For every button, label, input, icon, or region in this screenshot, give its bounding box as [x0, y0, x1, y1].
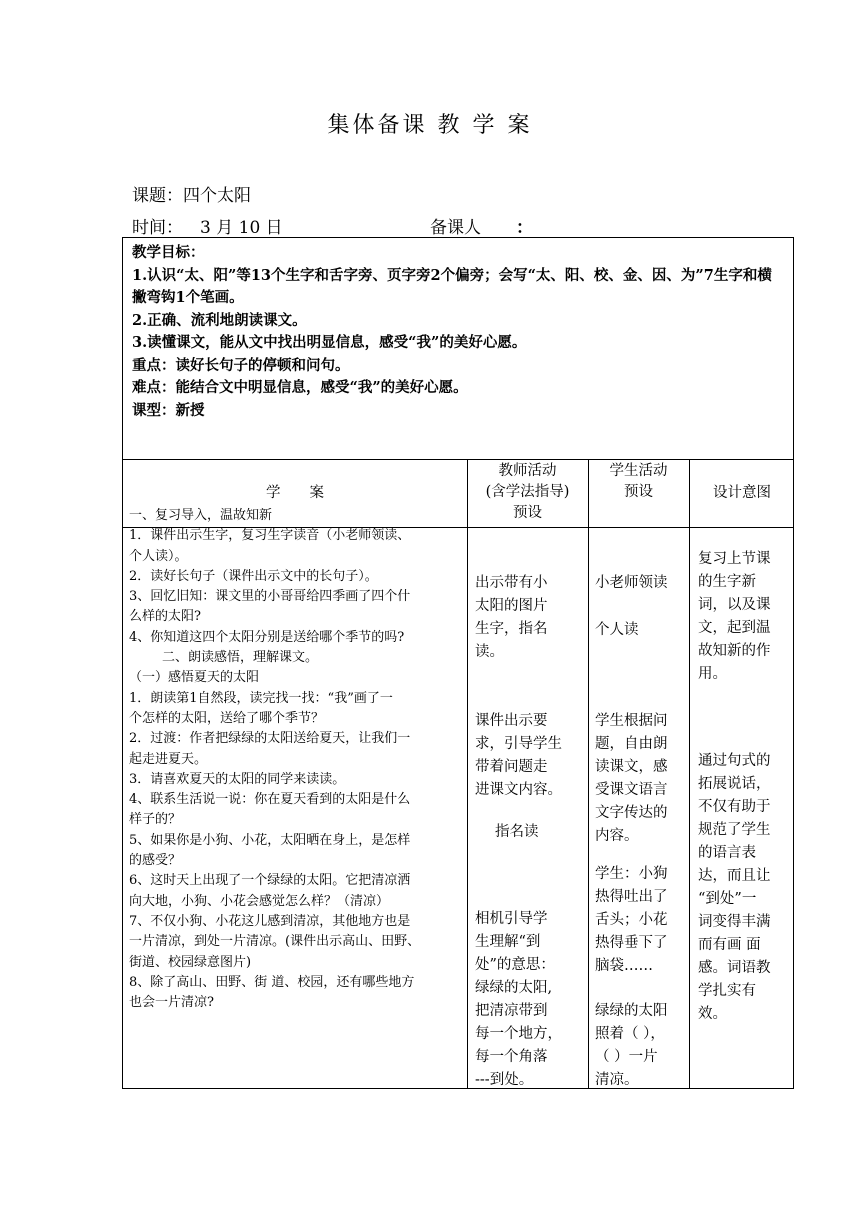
plan-line: 2．过渡：作者把绿绿的太阳送给夏天，让我们一: [129, 731, 411, 747]
plan-line: 样子的？: [129, 812, 182, 828]
objectives-block: [132, 242, 785, 422]
plan-line: 街道、校园绿意图片): [129, 954, 252, 970]
plan-line: 也会一片清凉?: [129, 995, 214, 1011]
plan-line: 3、回忆旧知：课文里的小哥哥给四季画了四个什: [129, 589, 411, 605]
plan-line: 么样的太阳?: [129, 609, 201, 625]
lesson-topic: 课题：四个太阳: [132, 186, 251, 206]
student-sentence-practice: 绿绿的太阳 照着（ ）， （ ）一片 清凉。: [595, 1003, 668, 1088]
plan-line: 1．课件出示生字，复习生字读音（小老师领读、: [129, 528, 411, 544]
difficulty-point: 难点：能结合文中明显信息，感受“我”的美好心愿。: [132, 379, 468, 396]
teacher-reading-activity: 课件出示要 求，引导学生 带着问题走 进课文内容。: [475, 713, 562, 798]
plan-line: 8、除了高山、田野、街 道、校园，还有哪些地方: [129, 974, 415, 990]
plan-column: [129, 506, 463, 1013]
header-student-activity: 学生活动 预设: [609, 463, 668, 500]
plan-line: 1．朗读第1自然段，读完找一找：“我”画了一: [129, 690, 393, 706]
key-point: 重点：读好长句子的停顿和问句。: [132, 356, 350, 374]
student-individual-reading: 个人读: [595, 622, 639, 638]
lesson-plan-table: [122, 237, 794, 1089]
plan-line: 6、这时天上出现了一个绿绿的太阳。它把清凉洒: [129, 873, 411, 889]
plan-line: 的感受？: [129, 853, 182, 869]
plan-line: 3．请喜欢夏天的太阳的同学来读读。: [129, 771, 346, 787]
document-title: 集体备课 教 学 案: [327, 113, 533, 138]
time-value: 3 月 10 日: [200, 218, 283, 238]
column-divider: [689, 459, 690, 1088]
teacher-name-reading: 指名读: [495, 824, 539, 840]
objective-item: 2.正确、流利地朗读课文。: [132, 311, 307, 329]
student-reading-activity: 学生根据问 题，自由朗 读课文，感 受课文语言 文字传达的 内容。: [595, 713, 668, 844]
column-divider: [588, 459, 589, 1088]
plan-line: 二、朗读感悟，理解课文。: [129, 650, 319, 666]
plan-line: 4、联系生活说一说：你在夏天看到的太阳是什么: [129, 792, 411, 808]
plan-line: 一片清凉，到处一片清凉。(课件出示高山、田野、: [129, 934, 421, 950]
plan-line: （一）感悟夏天的太阳: [129, 670, 260, 686]
teacher-guidance-activity: 相机引导学 生理解“到 处”的意思： 绿绿的太阳, 把清凉带到 每一个地方， 每一个角落 ---到处。: [475, 911, 562, 1088]
plan-line: 5、如果你是小狗、小花，太阳晒在身上，是怎样: [129, 832, 411, 848]
intent-sentence-expansion: 通过句式的 拓展说话， 不仅有助于 规范了学生 的语言表 达，而且让 “到处”一 词变得丰满 而有画 面 感。词语教 学扎实有 效。: [698, 753, 771, 1022]
plan-line: 向大地，小狗、小花会感觉怎么样？（清凉）: [129, 893, 390, 909]
objectives-heading: 教学目标：: [132, 244, 205, 261]
student-lead-reading: 小老师领读: [595, 575, 668, 591]
plan-line: 一、复习导入，温故知新: [129, 508, 273, 523]
preparer-colon: ：: [516, 218, 533, 238]
plan-line: 4、你知道这四个太阳分别是送给哪个季节的吗?: [129, 629, 405, 645]
plan-line: 个人读）。: [129, 548, 188, 564]
student-response: 学生：小狗 热得吐出了 舌头；小花 热得垂下了 脑袋……: [595, 866, 668, 974]
intent-review: 复习上节课 的生字新 词，以及课 文，起到温 故知新的作 用。: [698, 551, 771, 682]
objective-item: 1.认识“太、阳”等13个生字和舌字旁、页字旁2个偏旁；会写“太、阳、校、金、因、为”7生字和横撇弯钩1个笔画。: [132, 266, 772, 306]
column-divider: [467, 459, 468, 1088]
preparer-label: 备课人: [430, 218, 481, 238]
plan-line: 7、不仅小狗、小花这儿感到清凉，其他地方也是: [129, 913, 411, 929]
time-label: 时间：: [132, 218, 183, 238]
row-divider: [123, 459, 793, 460]
plan-line: 2．读好长句子（课件出示文中的长句子）。: [129, 568, 378, 584]
teacher-review-activity: 出示带有小 太阳的图片 生字，指名 读。: [475, 575, 548, 660]
header-teacher-activity: 教师活动 (含学法指导) 预设: [485, 463, 570, 521]
lesson-type: 课型：新授: [132, 401, 205, 419]
header-design-intent: 设计意图: [713, 485, 771, 501]
header-plan: 学 案: [266, 485, 324, 501]
plan-line: 起走进夏天。: [129, 751, 208, 767]
plan-line: 个怎样的太阳，送给了哪个季节？: [129, 710, 325, 726]
objective-item: 3.读懂课文，能从文中找出明显信息，感受“我”的美好心愿。: [132, 334, 527, 351]
